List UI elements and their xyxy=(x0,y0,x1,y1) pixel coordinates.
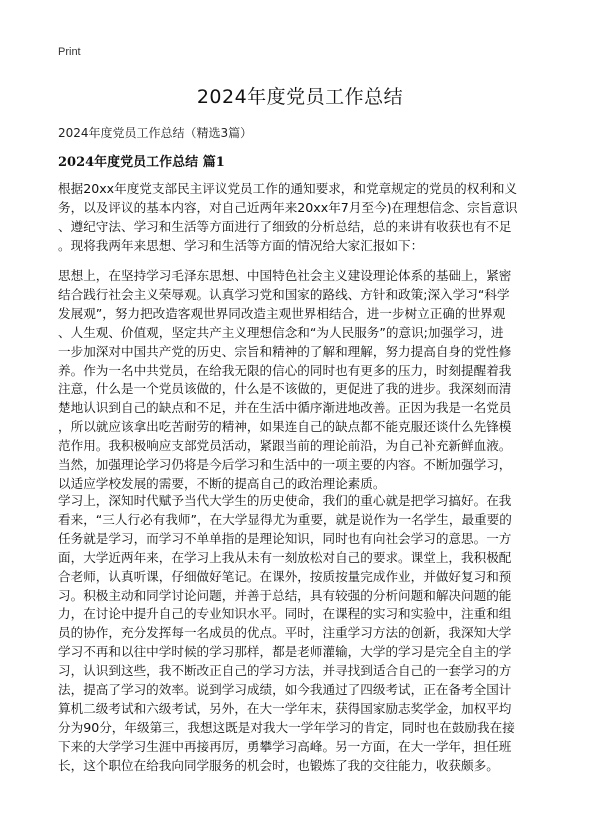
document-subtitle: 2024年度党员工作总结（精选3篇） xyxy=(58,126,253,140)
text-line: 一步加深对中国共产党的历史、宗旨和精神的了解和理解，努力提高自身的党性修 xyxy=(58,343,512,359)
text-line: 长，这个职位在给我向同学服务的机会时，也锻炼了我的交往能力，收获颇多。 xyxy=(58,757,499,773)
print-link[interactable]: Print xyxy=(58,46,81,58)
text-line: 学习上，深知时代赋予当代大学生的历史使命，我们的重心就是把学习搞好。在我 xyxy=(58,493,512,508)
text-line: 力，在讨论中提升自己的专业知识水平。同时，在课程的实习和实验中，注重和组 xyxy=(58,606,512,622)
text-line: 结合践行社会主义荣辱观。认真学习党和国家的路线、方针和政策;深入学习“科学 xyxy=(58,286,510,302)
text-line: 。现将我两年来思想、学习和生活等方面的情况给大家汇报如下： xyxy=(58,237,424,253)
text-line: 务，以及评议的基本内容，对自己近两年来20xx年7月至今)在理想信念、宗旨意识 xyxy=(58,199,518,215)
text-line: 楚地认识到自己的缺点和不足，并在生活中循序渐进地改善。正因为我是一名党员 xyxy=(58,400,512,416)
paragraph-study xyxy=(58,492,552,776)
paragraph-ideology xyxy=(58,267,552,494)
text-line: 算机二级考试和六级考试，另外，在大一学年末，获得国家励志奖学金，加权平均 xyxy=(58,700,512,716)
text-line: 习。积极主动和同学讨论问题，并善于总结，具有较强的分析问题和解决问题的能 xyxy=(58,587,512,603)
text-line: 养。作为一名中共党员，在给我无限的信心的同时也有更多的压力，时刻提醒着我 xyxy=(58,362,512,378)
text-line: 发展观”，努力把改造客观世界同改造主观世界相结合，进一步树立正确的世界观 xyxy=(58,305,506,321)
text-line: 、人生观、价值观，坚定共产主义理想信念和“为人民服务”的意识;加强学习，进 xyxy=(58,324,504,340)
text-line: 下来的大学学习生涯中再接再厉，勇攀学习高峰。另一方面，在大一学年，担任班 xyxy=(58,738,512,754)
text-line: 员的协作，充分发挥每一名成员的优点。平时，注重学习方法的创新，我深知大学 xyxy=(58,625,512,641)
text-line: 法，提高了学习的效率。说到学习成绩，如今我通过了四级考试，正在备考全国计 xyxy=(58,682,512,698)
text-line: 范作用。我积极响应支部党员活动，紧跟当前的理论前沿，为自己补充新鲜血液。 xyxy=(58,438,512,454)
text-line: 任务就是学习，而学习不单单指的是理论知识，同时也有向社会学习的意思。一方 xyxy=(58,530,512,546)
text-line: 学习不再和以往中学时候的学习那样，都是老师灌输，大学的学习是完全自主的学 xyxy=(58,644,512,660)
section-heading: 2024年度党员工作总结 篇1 xyxy=(58,155,225,170)
text-line: 思想上，在坚持学习毛泽东思想、中国特色社会主义建设理论体系的基础上，紧密 xyxy=(58,268,512,283)
text-line: 看来，“三人行必有我师”，在大学显得尤为重要，就是说作为一名学生，最重要的 xyxy=(58,511,512,527)
text-line: 当然，加强理论学习仍将是今后学习和生活中的一项主要的内容。不断加强学习， xyxy=(58,457,512,473)
text-line: 分为90分，年级第三，我想这既是对我大一学年学习的肯定，同时也在鼓励我在接 xyxy=(58,719,515,735)
text-line: 以适应学校发展的需要，不断的提高自己的政治理论素质。 xyxy=(58,475,386,491)
text-line: 、遵纪守法、学习和生活等方面进行了细致的分析总结，总的来讲有收获也有不足 xyxy=(58,218,512,234)
text-line: 合老师，认真听课，仔细做好笔记。在课外，按质按量完成作业，并做好复习和预 xyxy=(58,568,512,584)
document-title: 2024年度党员工作总结 xyxy=(196,86,404,108)
text-line: 习，认识到这些，我不断改正自己的学习方法，并寻找到适合自己的一套学习的方 xyxy=(58,663,512,679)
text-line: 注意，什么是一个党员该做的，什么是不该做的，更促进了我的进步。我深刻而清 xyxy=(58,381,512,397)
paragraph-intro xyxy=(58,180,552,256)
text-line: 根据20xx年度党支部民主评议党员工作的通知要求，和党章规定的党员的权利和义 xyxy=(58,181,518,196)
text-line: ，所以就应该拿出吃苦耐劳的精神，如果连自己的缺点都不能克服还谈什么先锋模 xyxy=(58,419,512,435)
text-line: 面，大学近两年来，在学习上我从未有一刻放松对自己的要求。课堂上，我积极配 xyxy=(58,549,512,565)
